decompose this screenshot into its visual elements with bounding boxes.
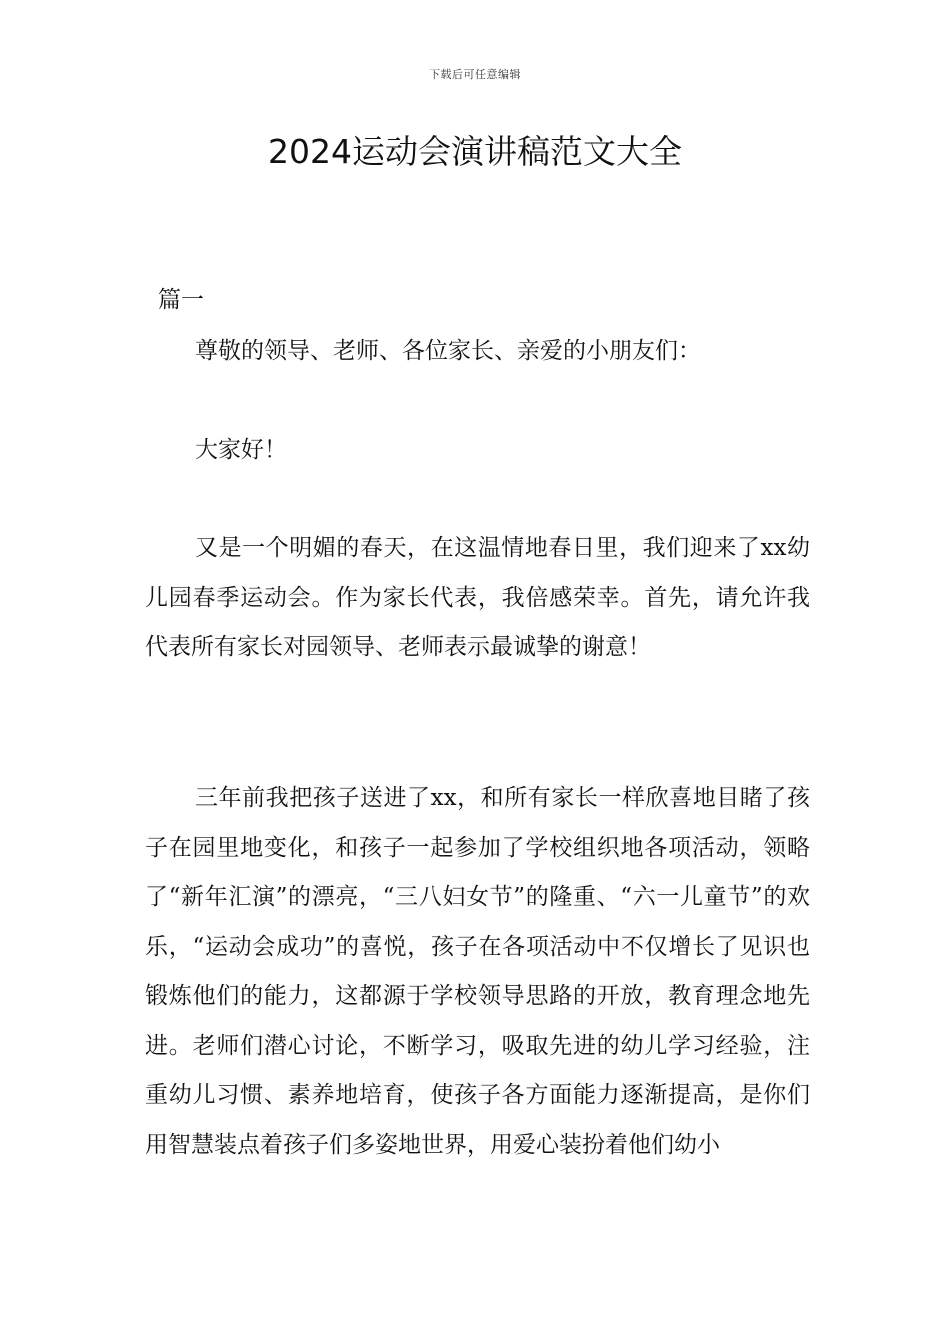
greeting-paragraph: 大家好！: [195, 437, 287, 463]
header-note: 下载后可任意编辑: [429, 68, 521, 81]
body-paragraph-2: 三年前我把孩子送进了xx，和所有家长一样欣喜地目睹了孩子在园里地变化，和孩子一起参加了学校组织地各项活动，领略了“新年汇演”的漂亮，“三八妇女节”的隆重、“六一儿童节”的欢乐，“运动会成功”的喜悦，孩子在各项活动中不仅增长了见识也锻炼他们的能力，这都源于学校领导思路的开放，教育理念地先进。老师们潜心讨论，不断学习，吸取先进的幼儿学习经验，注重幼儿习惯、素养地培育，使孩子各方面能力逐渐提高，是你们用智慧装点着孩子们多姿地世界，用爱心装扮着他们幼小: [145, 785, 810, 1158]
salutation-paragraph: 尊敬的领导、老师、各位家长、亲爱的小朋友们：: [195, 338, 701, 364]
body-paragraph-1: 又是一个明媚的春天，在这温情地春日里，我们迎来了xx幼儿园春季运动会。作为家长代表，我倍感荣幸。首先，请允许我代表所有家长对园领导、老师表示最诚挚的谢意！: [145, 535, 810, 660]
section-label: 篇一: [158, 287, 204, 313]
document-title: 2024运动会演讲稿范文大全: [268, 132, 682, 171]
